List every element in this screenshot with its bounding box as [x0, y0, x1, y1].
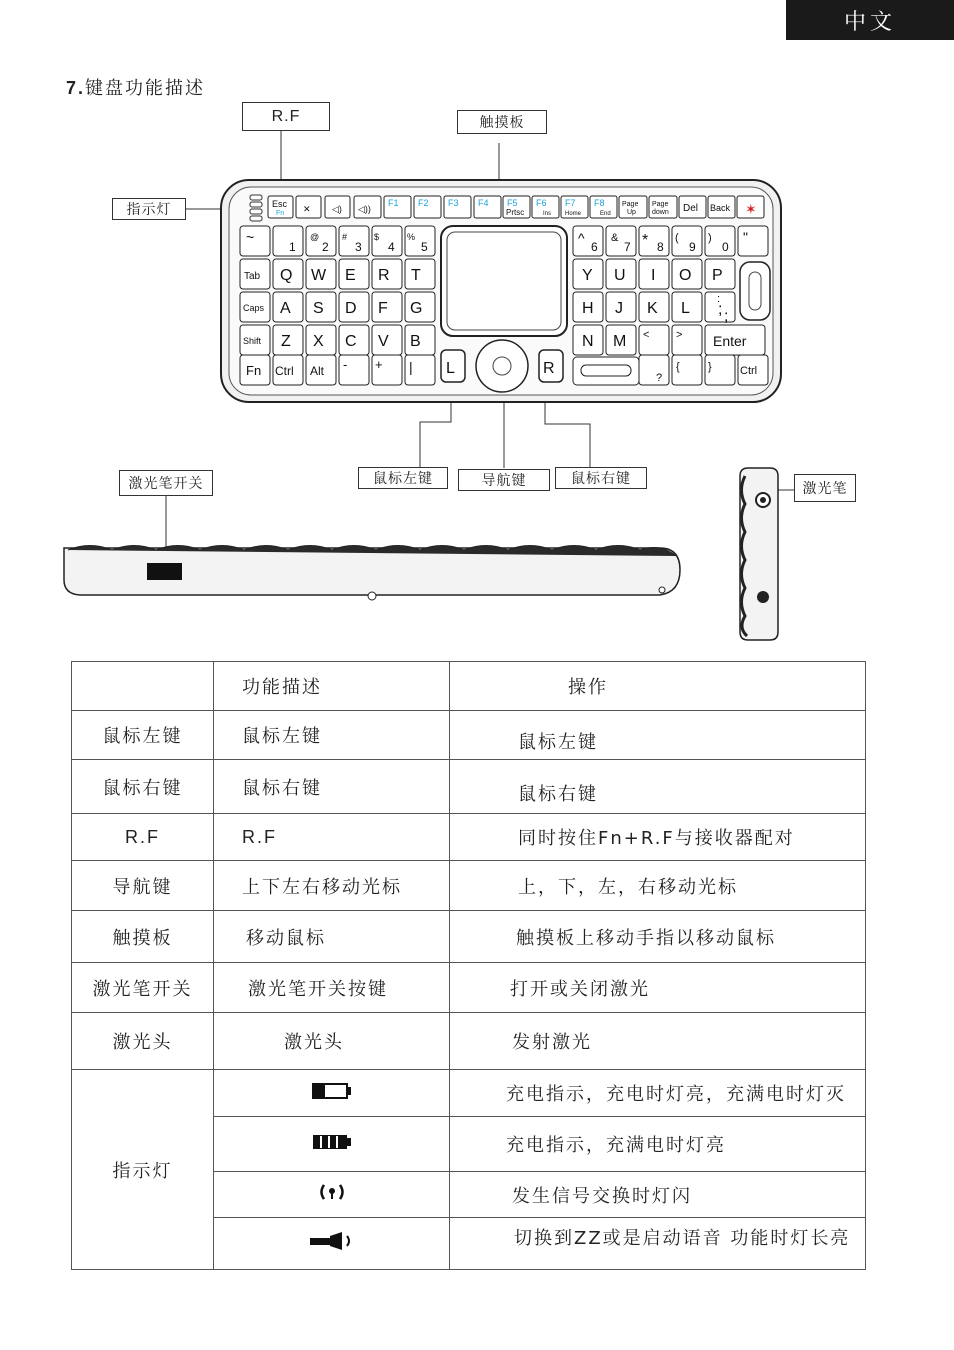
section-title: 键盘功能描述: [85, 78, 206, 99]
key-question: ?: [656, 372, 663, 384]
svg-text:◁)): ◁)): [358, 204, 371, 214]
key-b: B: [410, 333, 421, 350]
keyboard-top-view: [221, 180, 781, 402]
svg-text:0: 0: [722, 240, 729, 254]
svg-text:): ): [708, 232, 712, 244]
svg-text:4: 4: [388, 240, 395, 254]
key-n: N: [582, 333, 594, 350]
callout-indicator: 指示灯: [112, 198, 186, 220]
key-v: V: [378, 333, 389, 350]
row-function: 激光头: [214, 1013, 450, 1070]
svg-text:%: %: [407, 232, 416, 242]
key-alt: Alt: [310, 364, 325, 378]
row-operation: 发生信号交换时灯闪: [450, 1172, 866, 1218]
key-mouse-right: R: [543, 360, 555, 377]
svg-text:Prtsc: Prtsc: [506, 208, 525, 217]
row-operation: 充电指示，充满电时灯亮: [450, 1117, 866, 1172]
speaker-icon: [308, 1231, 356, 1251]
key-l: L: [681, 300, 690, 317]
svg-text:(: (: [675, 232, 679, 244]
callout-touchpad: 触摸板: [457, 110, 547, 134]
key-ctrl-left: Ctrl: [275, 364, 294, 378]
svg-text:Ins: Ins: [543, 211, 552, 217]
table-row: [72, 711, 866, 760]
key-shift: Shift: [243, 336, 262, 346]
row-name: 鼠标右键: [72, 760, 214, 814]
key-brace-right: }: [708, 361, 712, 373]
header-col1: [72, 662, 214, 711]
key-tab: Tab: [244, 271, 261, 282]
table-row: [72, 911, 866, 963]
svg-text:^: ^: [578, 230, 585, 246]
row-name: 触摸板: [72, 911, 214, 963]
row-function: 鼠标左键: [214, 711, 450, 760]
svg-text:8: 8: [657, 240, 664, 254]
row-name: 激光笔开关: [72, 963, 214, 1013]
row-operation: 切换到ZZ或是启动语音 功能时灯长亮: [450, 1218, 866, 1270]
indicator-icon-cell: [214, 1218, 450, 1270]
svg-text:7: 7: [624, 240, 631, 254]
indicator-icon-cell: [214, 1070, 450, 1117]
key-del: Del: [683, 203, 699, 214]
key-f1: F1: [388, 198, 399, 208]
svg-text:*: *: [642, 232, 649, 249]
key-ctrl-right: Ctrl: [740, 365, 758, 377]
key-a: A: [280, 300, 291, 317]
svg-text:&: &: [611, 232, 619, 244]
svg-text:down: down: [652, 209, 669, 216]
key-enter: Enter: [713, 333, 747, 349]
key-c: C: [345, 333, 357, 350]
key-f7: F7: [565, 198, 576, 208]
key-s: S: [313, 300, 324, 317]
key-f6: F6: [536, 198, 547, 208]
key-greater: >: [676, 329, 683, 341]
key-e: E: [345, 267, 356, 284]
table-row: [72, 1013, 866, 1070]
table-row: [72, 861, 866, 911]
row-operation: 同时按住Fn+R.F与接收器配对: [450, 814, 866, 861]
svg-text::: :: [717, 293, 721, 305]
row-operation: 鼠标右键: [450, 760, 866, 814]
callout-left-button: 鼠标左键: [358, 467, 448, 489]
svg-text:@: @: [310, 232, 320, 242]
row-function: 鼠标右键: [214, 760, 450, 814]
indicator-icon-cell: [214, 1117, 450, 1172]
svg-text:End: End: [600, 211, 611, 217]
svg-text:$: $: [374, 232, 380, 242]
row-name: 导航键: [72, 861, 214, 911]
key-f: F: [378, 300, 388, 317]
key-esc: Esc: [272, 199, 288, 209]
svg-text:Up: Up: [627, 209, 636, 216]
svg-text:5: 5: [421, 240, 428, 254]
key-x: X: [313, 333, 324, 350]
key-mouse-left: L: [446, 360, 455, 377]
key-h: H: [582, 300, 594, 317]
row-operation: 上，下，左，右移动光标: [450, 861, 866, 911]
key-d: D: [345, 300, 357, 317]
section-number: 7.: [66, 78, 86, 98]
svg-text:Fn: Fn: [276, 210, 285, 217]
table-row: [72, 760, 866, 814]
table-row: [72, 1070, 866, 1117]
key-o: O: [679, 267, 692, 284]
key-k: K: [647, 300, 658, 317]
key-pipe: |: [409, 359, 413, 375]
signal-icon: [317, 1182, 347, 1202]
key-j: J: [615, 300, 623, 317]
key-t: T: [411, 267, 421, 284]
key-semicolon: ;: [718, 301, 723, 318]
key-u: U: [614, 267, 626, 284]
battery-charging-icon: [312, 1083, 352, 1099]
svg-text:2: 2: [322, 240, 329, 254]
svg-text:#: #: [342, 232, 348, 242]
svg-text:Page: Page: [652, 201, 669, 208]
row-operation: 鼠标左键: [450, 711, 866, 760]
keyboard-diagram: [0, 0, 954, 660]
row-name: 指示灯: [72, 1070, 214, 1270]
row-function: 激光笔开关按键: [214, 963, 450, 1013]
svg-text:": ": [743, 229, 748, 245]
key-m: M: [613, 333, 627, 350]
row-operation: 发射激光: [450, 1013, 866, 1070]
key-caps: Caps: [243, 303, 265, 313]
keyboard-end-view: [740, 468, 778, 640]
key-i: I: [651, 267, 656, 284]
header-col3: 操作: [450, 662, 866, 711]
row-operation: 充电指示，充电时灯亮，充满电时灯灭: [450, 1070, 866, 1117]
key-f8: F8: [594, 198, 605, 208]
svg-text:3: 3: [355, 240, 362, 254]
key-z: Z: [281, 333, 291, 350]
svg-text:~: ~: [246, 229, 255, 245]
svg-text:1: 1: [289, 240, 296, 254]
key-less: <: [643, 329, 650, 341]
function-table: [71, 661, 866, 1270]
svg-text:✶: ✶: [745, 201, 757, 217]
key-brace-left: {: [676, 361, 680, 373]
table-row: [72, 963, 866, 1013]
indicator-icon-cell: [214, 1172, 450, 1218]
row-name: 激光头: [72, 1013, 214, 1070]
key-f3: F3: [448, 198, 459, 208]
key-plus: +: [375, 357, 383, 372]
svg-text:◁): ◁): [332, 204, 342, 214]
row-function: R.F: [214, 814, 450, 861]
key-fn: Fn: [246, 363, 262, 378]
language-tab: 中文: [786, 0, 954, 40]
key-r: R: [378, 267, 390, 284]
key-f2: F2: [418, 198, 429, 208]
callout-laser: 激光笔: [794, 474, 856, 502]
key-f5: F5: [507, 198, 518, 208]
key-minus: -: [343, 357, 348, 372]
row-operation: 打开或关闭激光: [450, 963, 866, 1013]
row-name: R.F: [72, 814, 214, 861]
callout-right-button: 鼠标右键: [555, 467, 647, 489]
svg-text:9: 9: [689, 240, 696, 254]
table-row: [72, 814, 866, 861]
row-operation: 触摸板上移动手指以移动鼠标: [450, 911, 866, 963]
callout-rf: R.F: [242, 102, 330, 131]
svg-text:Page: Page: [622, 201, 639, 208]
svg-text:;: ;: [724, 308, 729, 325]
key-g: G: [410, 300, 423, 317]
key-q: Q: [280, 267, 293, 284]
header-col2: 功能描述: [214, 662, 450, 711]
battery-full-icon: [312, 1134, 352, 1150]
keyboard-side-view: [64, 546, 680, 601]
key-back: Back: [710, 203, 731, 213]
row-function: 移动鼠标: [214, 911, 450, 963]
table-header: [72, 662, 866, 711]
key-p: P: [712, 267, 723, 284]
svg-text:Home: Home: [565, 211, 582, 217]
row-function: 上下左右移动光标: [214, 861, 450, 911]
callout-laser-switch: 激光笔开关: [119, 470, 213, 496]
key-w: W: [311, 267, 327, 284]
svg-text:✕: ✕: [303, 204, 311, 214]
row-name: 鼠标左键: [72, 711, 214, 760]
svg-text:6: 6: [591, 240, 598, 254]
key-f4: F4: [478, 198, 489, 208]
key-y: Y: [582, 267, 593, 284]
callout-nav-key: 导航键: [458, 469, 550, 491]
